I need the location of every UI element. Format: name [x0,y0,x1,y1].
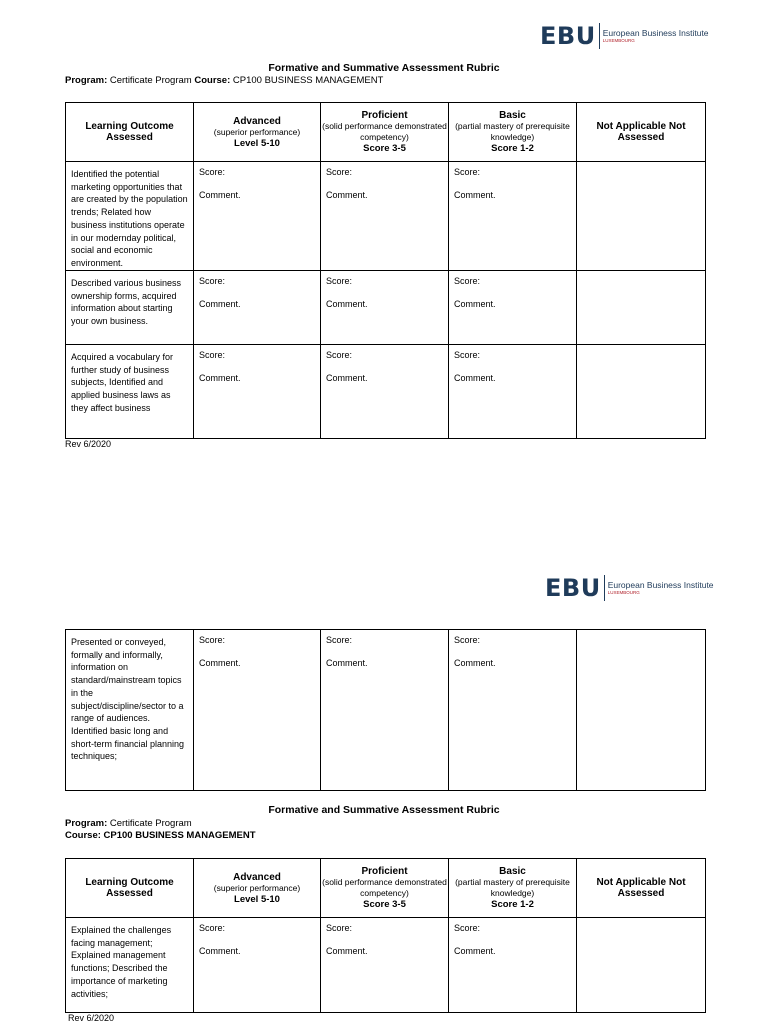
basic-cell: Score: Comment. [449,630,577,791]
na-cell [577,271,706,345]
table-row [66,918,706,1013]
course-label: Course: [194,75,231,86]
proficient-cell: Score: Comment. [321,271,449,345]
outcome-text: Identified the potential marketing opportunities that are created by the population trends; Related how business institutions operate in our modernday political, social and economic environment. [66,162,194,271]
table-row [66,271,706,345]
proficient-cell: Score: Comment. [321,630,449,791]
page-title-2: Formative and Summative Assessment Rubric [268,804,500,816]
advanced-cell: Score: Comment. [194,271,321,345]
basic-cell: Score: Comment. [449,162,577,271]
header-basic: Basic (partial mastery of prerequisite knowledge) Score 1-2 [449,103,577,162]
ebu-logo [545,574,714,602]
logo-mark: EBU [540,22,596,50]
header-not-applicable: Not Applicable Not Assessed [577,103,706,162]
header-outcome: Learning Outcome Assessed [66,859,194,918]
rubric-table [65,102,706,439]
header-outcome: Learning Outcome Assessed [66,103,194,162]
proficient-cell: Score: Comment. [321,345,449,439]
course-line-2 [65,830,256,841]
program-label: Program: [65,75,108,86]
logo-name: European Business Institute [607,580,714,590]
basic-cell: Score: Comment. [449,271,577,345]
proficient-cell: Score: Comment. [321,162,449,271]
na-cell [577,630,706,791]
logo-sub: LUXEMBOURG [607,589,640,595]
table-row [66,345,706,439]
logo-sub: LUXEMBOURG [602,37,635,43]
advanced-cell: Score: Comment. [194,345,321,439]
outcome-text: Described various business ownership forms, acquired information about starting your own business. [66,271,194,345]
na-cell [577,162,706,271]
program-course-line [65,75,383,86]
header-advanced: Advanced (superior performance) Level 5-10 [194,859,321,918]
header-proficient: Proficient (solid performance demonstrated competency) Score 3-5 [321,103,449,162]
header-basic: Basic (partial mastery of prerequisite knowledge) Score 1-2 [449,859,577,918]
na-cell [577,918,706,1013]
header-row [66,859,706,918]
course-value: CP100 BUSINESS MANAGEMENT [232,75,384,86]
basic-cell: Score: Comment. [449,345,577,439]
program-value: Certificate Program [109,818,192,829]
rubric-table-2 [65,858,706,1013]
revision-label: Rev 6/2020 [65,439,112,449]
advanced-cell: Score: Comment. [194,918,321,1013]
logo-divider [599,23,600,49]
table-row [66,630,706,791]
table-row [66,162,706,271]
header-proficient: Proficient (solid performance demonstrated competency) Score 3-5 [321,859,449,918]
header-row [66,103,706,162]
na-cell [577,345,706,439]
outcome-text: Presented or conveyed, formally and informally, information on standard/mainstream topics in the subject/discipline/sector to a range of audiences. Identified basic long and short-term financial planning techniques; [66,630,194,791]
header-not-applicable: Not Applicable Not Assessed [577,859,706,918]
basic-cell: Score: Comment. [449,918,577,1013]
logo-divider [604,575,605,601]
outcome-text: Acquired a vocabulary for further study of business subjects, Identified and applied business laws as they affect business [66,345,194,439]
advanced-cell: Score: Comment. [194,162,321,271]
proficient-cell: Score: Comment. [321,918,449,1013]
rubric-table-continued [65,629,706,791]
header-advanced: Advanced (superior performance) Level 5-10 [194,103,321,162]
ebu-logo [540,22,709,50]
program-line-2 [65,818,192,829]
program-label: Program: [65,818,108,829]
logo-mark: EBU [545,574,601,602]
course-label: Course: CP100 BUSINESS MANAGEMENT [65,830,256,841]
revision-label-2: Rev 6/2020 [68,1013,115,1023]
logo-name: European Business Institute [602,28,709,38]
page-title: Formative and Summative Assessment Rubric [268,62,500,74]
program-value: Certificate Program [109,75,192,86]
advanced-cell: Score: Comment. [194,630,321,791]
outcome-text: Explained the challenges facing management; Explained management functions; Described the importance of marketing activities; [66,918,194,1013]
